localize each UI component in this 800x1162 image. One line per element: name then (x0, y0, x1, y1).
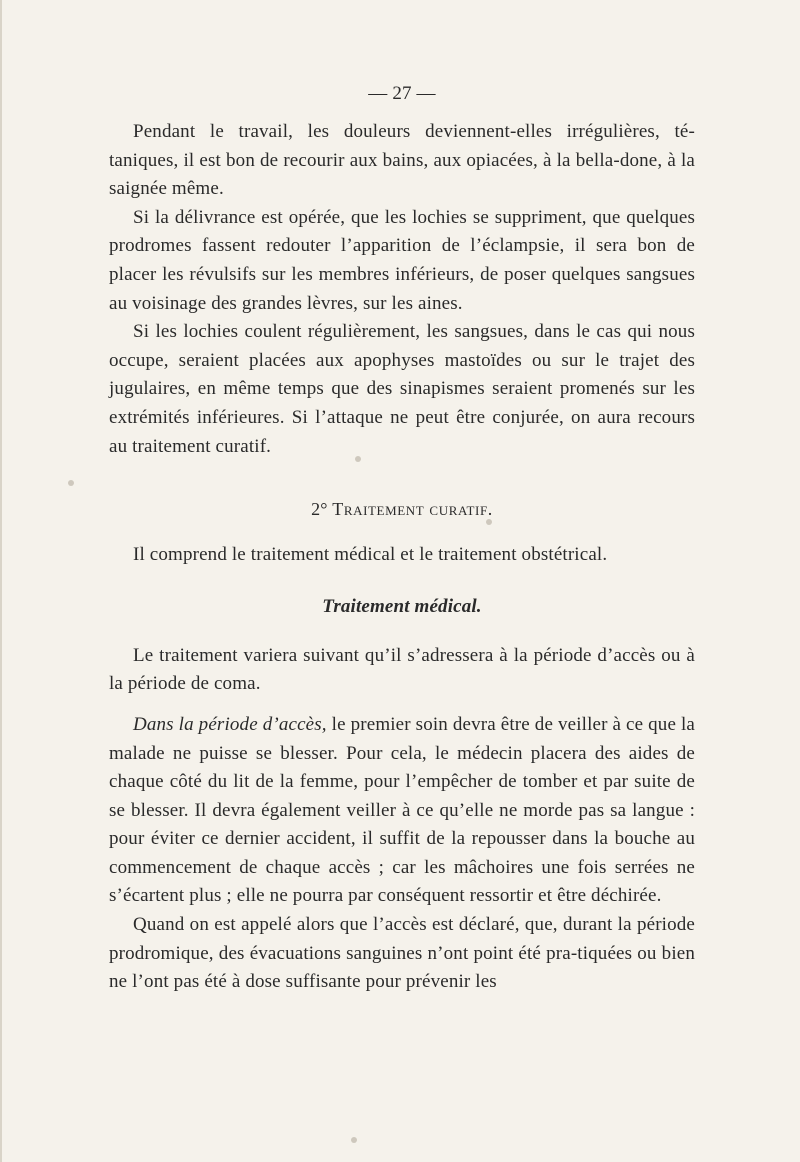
page-number: — 27 — (368, 83, 436, 104)
paragraph-gap (109, 699, 695, 711)
paper-speck (68, 480, 74, 486)
section-number: 2° (311, 499, 328, 520)
paper-speck (351, 1137, 357, 1143)
section-title (109, 497, 695, 521)
paragraph: Si les lochies coulent régulièrement, les sangsues, dans le cas qui nous occupe, seraient placées aux apophyses mastoïdes ou sur le trajet des jugulaires, en même temps que des sinapismes seraient promenés sur les extrémités inférieures. Si l’attaque ne peut être conjurée, on aura recours au traitement curatif. (109, 321, 695, 457)
acces-paragraph (109, 711, 695, 911)
acces-text: le premier soin devra être de veiller à ce que la malade ne puisse se blesser. Pour cela, le médecin placera des aides de chaque côté du lit de la femme, pour l’empêcher de tomber et par suite de se blesser. Il devra également veiller à ce qu’elle ne morde pas sa langue : pour éviter ce dernier accident, il suffit de la repousser dans la bouche au commencement de chaque accès ; car les mâchoires une fois serrées ne s’écartent plus ; elle ne pourra par conséquent ressortir et être déchirée. (109, 713, 695, 907)
acces-lead: Dans la période d’accès, (133, 713, 327, 735)
treatment-paragraph: Le traitement variera suivant qu’il s’adressera à la période d’accès ou à la période de coma. (109, 644, 695, 695)
paragraph: Si la délivrance est opérée, que les lochies se suppriment, que quelques prodromes fassent redouter l’apparition de l’éclampsie, il sera bon de placer les révulsifs sur les membres inférieurs, de poser quelques sangsues au voisinage des grandes lèvres, sur les aines. (109, 206, 695, 314)
final-paragraph: Quand on est appelé alors que l’accès est déclaré, que, durant la période prodromique, des évacuations sanguines n’ont point été pra-tiquées ou bien ne l’ont pas été à dose suffisante pour prévenir les (109, 914, 695, 993)
section-heading: Traitement curatif. (332, 499, 493, 520)
subsection-title: Traitement médical. (322, 595, 482, 617)
section-intro: Il comprend le traitement médical et le traitement obstétrical. (133, 544, 608, 566)
document-content (109, 82, 695, 997)
paragraph: Pendant le travail, les douleurs deviennent-elles irrégulières, té-taniques, il est bon de recourir aux bains, aux opiacées, à la bella-done, à la saignée même. (109, 121, 695, 200)
